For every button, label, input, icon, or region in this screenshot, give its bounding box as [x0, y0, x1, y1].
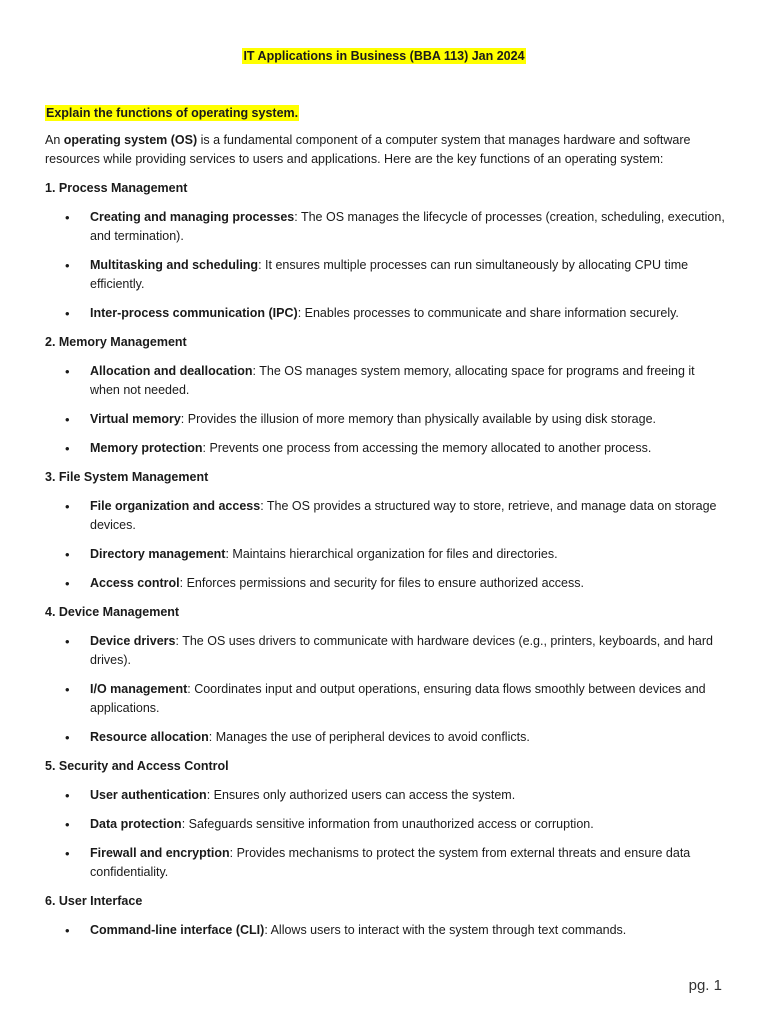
bullet-icon: •	[65, 634, 70, 649]
document-body	[45, 104, 725, 950]
bullet-icon: •	[65, 258, 70, 273]
section-heading: 1. Process Management	[45, 181, 188, 195]
list-item	[45, 208, 725, 246]
item-description: : Safeguards sensitive information from unauthorized access or corruption.	[181, 817, 594, 831]
item-description: : Provides mechanisms to protect the system from external threats and ensure data confidentiality.	[90, 846, 691, 879]
list-item	[45, 815, 725, 834]
list-item	[45, 497, 725, 535]
intro-suffix: is a fundamental component of a computer system that manages hardware and software resources while providing services to users and applications. Here are the key functions of an operating system:	[45, 133, 691, 166]
item-term: Access control	[90, 576, 180, 590]
item-term: I/O management	[90, 682, 188, 696]
item-description: : Enables processes to communicate and share information securely.	[297, 306, 679, 320]
list-item	[45, 921, 725, 940]
item-term: Command-line interface (CLI)	[90, 923, 265, 937]
list-item	[45, 410, 725, 429]
section-heading: 4. Device Management	[45, 605, 180, 619]
item-term: Firewall and encryption	[90, 846, 230, 860]
bullet-list	[45, 921, 725, 940]
item-term: Resource allocation	[90, 730, 209, 744]
bullet-icon: •	[65, 788, 70, 803]
intro-prefix: An	[45, 133, 64, 147]
bullet-icon: •	[65, 817, 70, 832]
item-description: : Ensures only authorized users can access the system.	[206, 788, 516, 802]
item-description: : The OS uses drivers to communicate with hardware devices (e.g., printers, keyboards, and hard drives).	[90, 634, 714, 667]
list-item	[45, 574, 725, 593]
item-term: Inter-process communication (IPC)	[90, 306, 298, 320]
bullet-icon: •	[65, 210, 70, 225]
item-term: Device drivers	[90, 634, 176, 648]
item-description: : It ensures multiple processes can run simultaneously by allocating CPU time efficiently.	[90, 258, 689, 291]
list-item	[45, 304, 725, 323]
document-title: IT Applications in Business (BBA 113) Jan 2024	[243, 49, 525, 63]
bullet-icon: •	[65, 923, 70, 938]
item-term: Data protection	[90, 817, 182, 831]
bullet-icon: •	[65, 682, 70, 697]
item-description: : Maintains hierarchical organization for files and directories.	[225, 547, 558, 561]
bullet-icon: •	[65, 547, 70, 562]
item-description: : Prevents one process from accessing the memory allocated to another process.	[202, 441, 652, 455]
item-term: Memory protection	[90, 441, 203, 455]
item-description: : Provides the illusion of more memory than physically available by using disk storage.	[180, 412, 657, 426]
bullet-icon: •	[65, 412, 70, 427]
bullet-list	[45, 208, 725, 323]
bullet-list	[45, 362, 725, 458]
page-number: pg. 1	[688, 977, 722, 994]
bullet-list	[45, 786, 725, 882]
item-description: : Coordinates input and output operations, ensuring data flows smoothly between devices and applications.	[90, 682, 706, 715]
section-heading: 6. User Interface	[45, 894, 143, 908]
item-term: User authentication	[90, 788, 207, 802]
item-description: : Allows users to interact with the system through text commands.	[264, 923, 627, 937]
bullet-list	[45, 497, 725, 593]
item-term: Virtual memory	[90, 412, 181, 426]
intro-bold-term: operating system (OS)	[63, 133, 198, 147]
bullet-icon: •	[65, 441, 70, 456]
item-term: Multitasking and scheduling	[90, 258, 259, 272]
item-description: : The OS manages the lifecycle of processes (creation, scheduling, execution, and termination).	[90, 210, 725, 243]
section-heading: 5. Security and Access Control	[45, 759, 229, 773]
question-text: Explain the functions of operating system.	[46, 106, 299, 120]
list-item	[45, 786, 725, 805]
list-item	[45, 632, 725, 670]
question-line	[45, 104, 725, 123]
title-row	[0, 47, 768, 65]
bullet-icon: •	[65, 306, 70, 321]
bullet-icon: •	[65, 499, 70, 514]
bullet-icon: •	[65, 730, 70, 745]
bullet-icon: •	[65, 846, 70, 861]
list-item	[45, 439, 725, 458]
item-description: : Enforces permissions and security for files to ensure authorized access.	[179, 576, 584, 590]
list-item	[45, 728, 725, 747]
list-item	[45, 545, 725, 564]
bullet-icon: •	[65, 364, 70, 379]
list-item	[45, 362, 725, 400]
section-heading: 3. File System Management	[45, 470, 209, 484]
intro-paragraph	[45, 131, 725, 169]
item-term: Directory management	[90, 547, 226, 561]
bullet-list	[45, 632, 725, 747]
item-description: : Manages the use of peripheral devices to avoid conflicts.	[208, 730, 530, 744]
list-item	[45, 844, 725, 882]
list-item	[45, 680, 725, 718]
item-term: File organization and access	[90, 499, 261, 513]
item-description: : The OS manages system memory, allocating space for programs and freeing it when not needed.	[90, 364, 695, 397]
item-term: Allocation and deallocation	[90, 364, 253, 378]
item-term: Creating and managing processes	[90, 210, 295, 224]
section-heading: 2. Memory Management	[45, 335, 187, 349]
list-item	[45, 256, 725, 294]
item-description: : The OS provides a structured way to store, retrieve, and manage data on storage devices.	[90, 499, 717, 532]
bullet-icon: •	[65, 576, 70, 591]
sections-container	[45, 179, 725, 940]
